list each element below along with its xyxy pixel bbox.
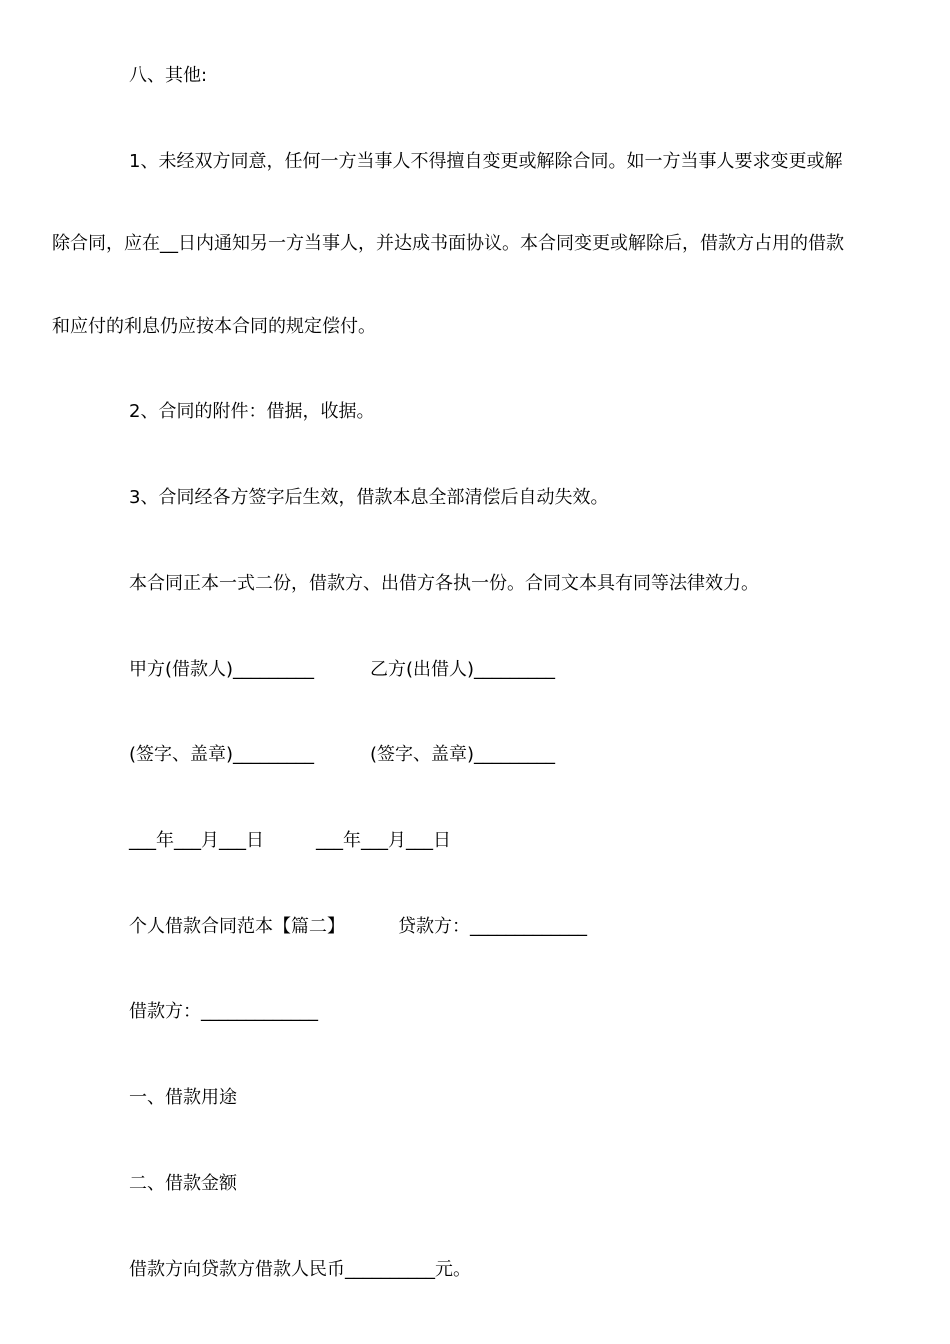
party-b-date: ___年___月___日	[316, 830, 451, 851]
party-a-date: ___年___月___日	[129, 830, 264, 851]
section-heading-other: 八、其他:	[129, 65, 208, 86]
party-b-signature: (签字、盖章)_________	[370, 744, 556, 765]
clause-3: 3、合同经各方签字后生效，借款本息全部清偿后自动失效。	[129, 487, 609, 508]
section-heading-purpose: 一、借款用途	[129, 1087, 237, 1108]
clause-1-line-1: 1、未经双方同意，任何一方当事人不得擅自变更或解除合同。如一方当事人要求变更或解	[129, 151, 843, 172]
clause-1-line-3: 和应付的利息仍应按本合同的规定偿付。	[52, 316, 376, 337]
clause-2: 2、合同的附件：借据，收据。	[129, 401, 375, 422]
party-a-line: 甲方(借款人)_________	[129, 659, 315, 680]
lender-line: 贷款方：_____________	[398, 916, 587, 937]
section-heading-amount: 二、借款金额	[129, 1173, 237, 1194]
party-b-line: 乙方(出借人)_________	[370, 659, 556, 680]
copies-statement: 本合同正本一式二份，借款方、出借方各执一份。合同文本具有同等法律效力。	[129, 573, 759, 594]
party-a-signature: (签字、盖章)_________	[129, 744, 315, 765]
amount-sentence: 借款方向贷款方借款人民币__________元。	[129, 1259, 471, 1280]
template-title: 个人借款合同范本【篇二】	[129, 916, 345, 937]
borrower-line: 借款方：_____________	[129, 1001, 318, 1022]
clause-1-line-2: 除合同，应在__日内通知另一方当事人，并达成书面协议。本合同变更或解除后，借款方占用的借款	[52, 233, 844, 254]
